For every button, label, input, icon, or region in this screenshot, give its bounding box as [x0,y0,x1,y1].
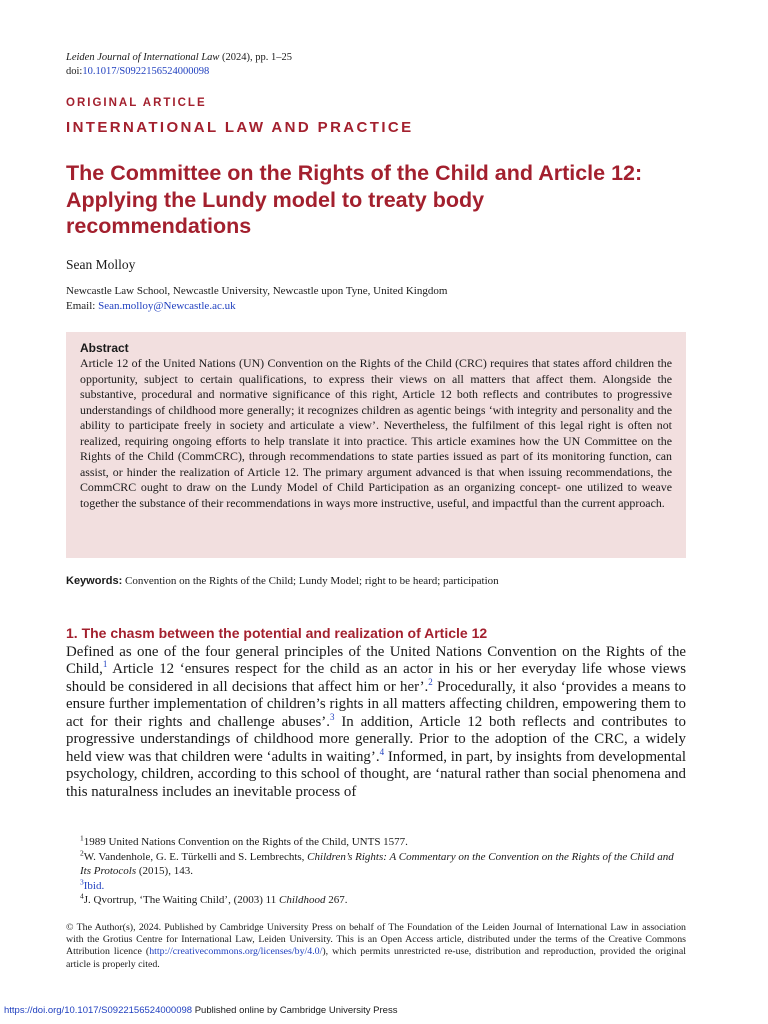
footnote-text: 267. [325,894,348,906]
article-title: The Committee on the Rights of the Child and Article 12: Applying the Lundy model to treaty body recommendations [66,161,643,238]
footnote-text: (2015), 143. [136,865,193,877]
footnote-1 [66,835,686,850]
journal-name: Leiden Journal of International Law [66,52,220,63]
doi-prefix: doi: [66,66,83,77]
footnote-3 [66,876,686,894]
article-section: INTERNATIONAL LAW AND PRACTICE [66,119,414,136]
footnote-number: 3 [80,876,84,886]
footer-text: Published online by Cambridge University Press [192,1005,398,1016]
journal-header [66,51,292,79]
doi-link[interactable]: 10.1017/S0922156524000098 [82,66,210,77]
affiliation: Newcastle Law School, Newcastle University, Newcastle upon Tyne, United Kingdom [66,285,448,297]
abstract-box [66,332,686,558]
email-label: Email: [66,300,99,312]
body-paragraph [66,644,686,801]
body-text-segment: Defined as one of the four general principles of the United Nations Convention on the Rights of the Child, [66,644,686,678]
journal-year-pages: (2024), pp. 1–25 [219,52,293,63]
author-name: Sean Molloy [66,257,136,272]
footnote-ref-4[interactable]: 4 [379,746,385,757]
keywords [66,575,499,587]
footnote-text: W. Vandenhole, G. E. Türkelli and S. Lembrechts, [83,850,308,863]
license-text: ), which permits unrestricted re-use, distribution and reproduction, provided the original article is properly cited. [66,946,686,970]
author-affiliation-block [66,284,447,314]
footnote-number: 1 [80,833,84,843]
section-heading: 1. The chasm between the potential and realization of Article 12 [66,625,488,641]
footnote-title: Childhood [279,894,326,906]
footnote-text: 1989 United Nations Convention on the Rights of the Child, UNTS 1577. [83,836,408,848]
article-type: ORIGINAL ARTICLE [66,97,207,109]
email-link[interactable]: Sean.molloy@Newcastle.ac.uk [98,300,236,312]
footnote-ref-3[interactable]: 3 [329,711,335,722]
footnote-text: J. Qvortrup, ‘The Waiting Child’, (2003) 11 [83,894,280,906]
footnote-title: Children’s Rights: A Commentary on the Convention on the Rights of the Child and Its Protocols [80,850,674,877]
license-notice [66,922,686,971]
license-text: © The Author(s), 2024. Published by Cambridge University Press on behalf of The Foundation of the Leiden Journal of International Law in association with the Grotius Centre for International Law, Leiden University. This is an Open Access article, distributed under the terms of the Creative Commons Attribution licence ( [66,922,686,958]
abstract-heading: Abstract [80,341,129,355]
footnote-number: 4 [80,891,84,901]
license-link[interactable]: http://creativecommons.org/licenses/by/4.0/ [149,946,323,958]
keywords-label: Keywords: [66,575,123,587]
footnote-ref-1[interactable]: 1 [102,659,108,670]
body-text-segment: Informed, in part, by insights from developmental psychology, children, according to this school of thought, are ‘natural rather than social phenomena and this naturalness includes an inevitable process of [66,748,686,800]
abstract-text: Article 12 of the United Nations (UN) Convention on the Rights of the Child (CRC) requires that states afford children the opportunity, subject to certain qualifications, to express their views on all matters that affect them. Alongside the substantive, procedural and normative significance of this right, Article 12 both reflects and contributes to progressive understandings of childhood more generally; it recognizes children as agentic beings ‘with integrity and personality and the ability to participate freely in society and articulate a view’. Nevertheless, the fulfilment of this legal right is often not realized, requiring ongoing efforts to help translate it into practice. This article examines how the UN Committee on the Rights of the Child (CommCRC), through recommendations to state parties issued as part of its monitoring function, can assist, or hinder the realization of Article 12. The primary argument advanced is that when issuing recommendations, the CommCRC ought to draw on the Lundy Model of Child Participation as an organizing concept- one utilized to weave together the substance of their recommendations in ways more instructive, useful, and impactful than the current approach. [80,356,672,510]
footnote-ibid-link[interactable]: Ibid. [83,879,105,892]
keywords-text: Convention on the Rights of the Child; Lundy Model; right to be heard; participation [122,575,499,587]
page-footer [4,1005,397,1016]
footnote-2 [66,847,686,879]
footnote-4 [66,893,686,908]
body-text-segment: Procedurally, it also ‘provides a means to ensure further implementation of children’s rights in all matters affecting children, empowering them to act for their rights and challenge abuses’. [66,678,686,730]
body-text-segment: In addition, Article 12 both reflects and contributes to progressive understandings of childhood more generally. Prior to the adoption of the CRC, a widely held view was that children were ‘adults in waiting’. [66,713,686,765]
footnote-number: 2 [80,847,84,857]
footnote-ref-2[interactable]: 2 [428,676,433,687]
body-text-segment: Article 12 ‘ensures respect for the child as an actor in his or her everyday life whose views should be considered in all decisions that affect him or her’. [66,661,686,695]
footnotes [66,835,686,908]
footer-doi-link[interactable]: https://doi.org/10.1017/S0922156524000098 [4,1005,193,1016]
